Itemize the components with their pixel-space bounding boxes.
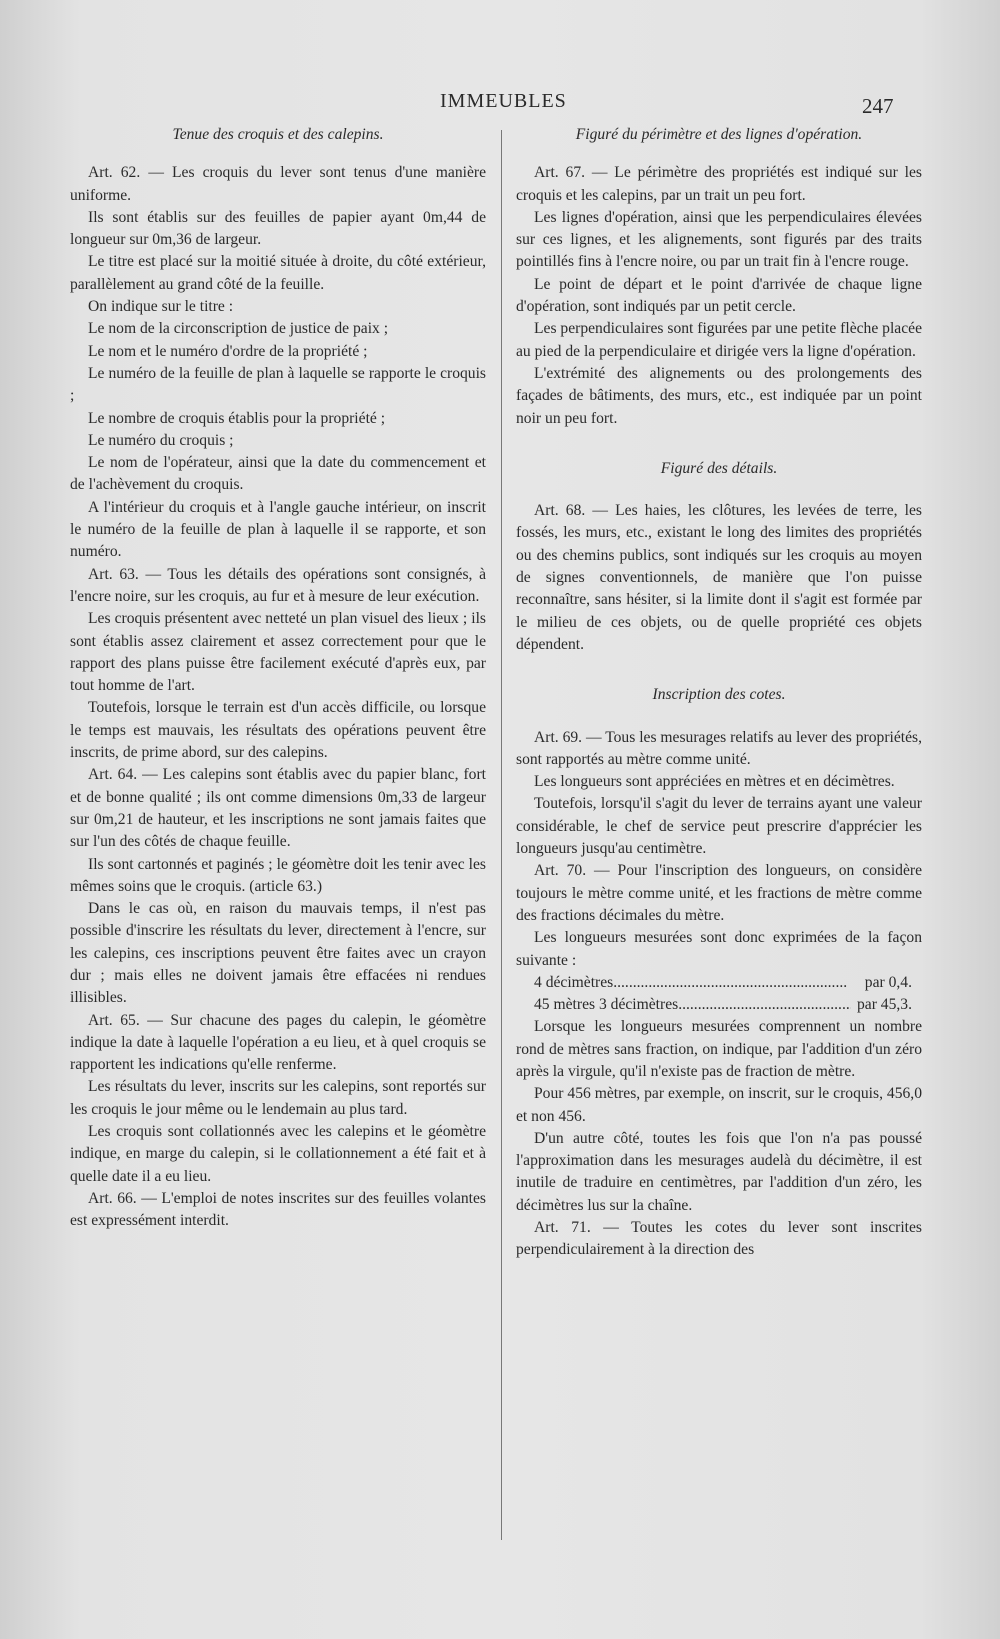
paragraph: Art. 63. — Tous les détails des opérations sont consignés, à l'encre noire, sur les croquis, au fur et à mesure de leur exécution.: [70, 565, 486, 605]
paragraph: Toutefois, lorsqu'il s'agit du lever de terrains ayant une valeur considérable, le chef de service peut prescrire d'apprécier les longueurs jusqu'au centimètre.: [516, 795, 922, 858]
paragraph: Art. 70. — Pour l'inscription des longueurs, on considère toujours le mètre comme unité, et les fractions de mètre comme des fractions décimales du mètre.: [516, 862, 922, 924]
paragraph: Art. 64. — Les calepins sont établis avec du papier blanc, fort et de bonne qualité ; ils ont comme dimensions 0m,33 de largeur sur 0m,21 de hauteur, et les inscriptions ne sont jamais faites que sur l'un des côtés de chaque feuille.: [70, 766, 486, 851]
paragraph: Les résultats du lever, inscrits sur les calepins, sont reportés sur les croquis le jour même ou le lendemain au plus tard.: [70, 1078, 486, 1118]
section-heading: Inscription des cotes.: [652, 686, 786, 704]
paragraph: Le nom de l'opérateur, ainsi que la date du commencement et de l'achèvement du croquis.: [70, 454, 486, 494]
paragraph: Le nom de la circonscription de justice de paix ;: [88, 320, 389, 338]
paragraph: Le nom et le numéro d'ordre de la propriété ;: [88, 342, 368, 360]
page-number: 247: [862, 94, 894, 118]
right-column: [516, 124, 922, 1262]
example-label: 4 décimètres: [534, 973, 614, 991]
column-rule: [501, 130, 502, 1540]
paragraph: Le numéro du croquis ;: [88, 431, 234, 449]
paragraph: Art. 65. — Sur chacune des pages du calepin, le géomètre indique la date à laquelle l'opération a eu lieu, et à quel croquis se rapportent les indications qu'elle renferme.: [70, 1011, 486, 1074]
paragraph: Les lignes d'opération, ainsi que les perpendiculaires élevées sur ces lignes, et les alignements, sont figurés par des traits pointillés fins à l'encre noire, ou par un trait fin à l'encre rouge.: [516, 208, 922, 271]
paragraph: Art. 67. — Le périmètre des propriétés est indiqué sur les croquis et les calepins, par un trait un peu fort.: [516, 164, 922, 204]
paragraph: L'extrémité des alignements ou des prolongements des façades de bâtiments, des murs, etc., est indiquée par un point noir un peu fort.: [516, 364, 922, 427]
paragraph: Art. 66. — L'emploi de notes inscrites sur des feuilles volantes est expressément interdit.: [70, 1189, 486, 1230]
paragraph: Dans le cas où, en raison du mauvais temps, il n'est pas possible d'inscrire les résultats du lever, directement à l'encre, sur les calepins, ces inscriptions peuvent être faites avec un crayon dur ; mais elles ne doivent jamais être effacées ni rendues illisibles.: [70, 900, 486, 1007]
running-head: IMMEUBLES: [440, 90, 567, 112]
section-heading: Tenue des croquis et des calepins.: [172, 126, 384, 143]
example-label: 45 mètres 3 décimètres: [534, 996, 679, 1014]
example-value: par 45,3.: [857, 996, 912, 1014]
example-line: [516, 994, 922, 1016]
section-heading: Figuré du périmètre et des lignes d'opération.: [575, 126, 863, 143]
paragraph: Les croquis présentent avec netteté un plan visuel des lieux ; ils sont établis assez clairement et assez correctement pour que le rapport des plans puisse être facilement exécuté d'après eux, par tout homme de l'art.: [70, 610, 486, 695]
paragraph: Le numéro de la feuille de plan à laquelle se rapporte le croquis ;: [70, 364, 486, 405]
paragraph: Art. 62. — Les croquis du lever sont tenus d'une manière uniforme.: [70, 164, 486, 204]
left-column: [70, 124, 486, 1233]
paragraph: Les perpendiculaires sont figurées par une petite flèche placée au pied de la perpendiculaire et dirigée vers la ligne d'opération.: [516, 320, 922, 360]
paragraph: D'un autre côté, toutes les fois que l'on n'a pas poussé l'approximation dans les mesurages audelà du décimètre, il est inutile de traduire en centimètres, par l'addition d'un zéro, les décimètres lus sur la chaîne.: [516, 1129, 922, 1214]
paragraph: Lorsque les longueurs mesurées comprennent un nombre rond de mètres sans fraction, on indique, par l'addition d'un zéro après la virgule, qu'il n'existe pas de fraction de mètre.: [516, 1018, 922, 1080]
paragraph: A l'intérieur du croquis et à l'angle gauche intérieur, on inscrit le numéro de la feuille de plan à laquelle il se rapporte, et son numéro.: [70, 498, 486, 561]
dot-leader: [613, 972, 859, 994]
example-value: par 0,4.: [864, 973, 912, 991]
paragraph: On indique sur le titre :: [88, 298, 234, 316]
paragraph: Art. 68. — Les haies, les clôtures, les levées de terre, les fossés, les murs, etc., existant le long des limites des propriétés ou des chemins publics, sont indiqués sur les croquis au moyen de signes conventionnels, de manière que l'on puisse reconnaître, sans hésiter, si la limite dont il s'agit est formée par le milieu de ces objets, ou de quelle propriété ces objets dépendent.: [516, 502, 922, 653]
paragraph: Ils sont établis sur des feuilles de papier ayant 0m,44 de longueur sur 0m,36 de largeur.: [70, 208, 486, 249]
paragraph: Art. 69. — Tous les mesurages relatifs au lever des propriétés, sont rapportés au mètre comme unité.: [516, 728, 922, 768]
paragraph: Le point de départ et le point d'arrivée de chaque ligne d'opération, sont indiqués par un petit cercle.: [516, 275, 922, 316]
paragraph: Le nombre de croquis établis pour la propriété ;: [88, 409, 386, 427]
paragraph: Les longueurs sont appréciées en mètres et en décimètres.: [534, 773, 895, 791]
paragraph: Le titre est placé sur la moitié située à droite, du côté extérieur, parallèlement au grand côté de la feuille.: [70, 253, 486, 293]
section-heading: Figuré des détails.: [660, 459, 778, 477]
paragraph: Toutefois, lorsque le terrain est d'un accès difficile, ou lorsque le temps est mauvais, les résultats des opérations peuvent être inscrits, de prime abord, sur des calepins.: [70, 699, 486, 762]
paragraph: Les croquis sont collationnés avec les calepins et le géomètre indique, en marge du calepin, si le collationnement a été fait et à quelle date il a eu lieu.: [70, 1123, 486, 1185]
example-line: [516, 972, 922, 994]
dot-leader: [678, 994, 851, 1016]
paragraph: Les longueurs mesurées sont donc exprimées de la façon suivante :: [516, 929, 922, 969]
paragraph: Art. 71. — Toutes les cotes du lever sont inscrites perpendiculairement à la direction des: [516, 1219, 922, 1259]
paragraph: Pour 456 mètres, par exemple, on inscrit, sur le croquis, 456,0 et non 456.: [516, 1085, 922, 1125]
paragraph: Ils sont cartonnés et paginés ; le géomètre doit les tenir avec les mêmes soins que le croquis. (article 63.): [70, 855, 486, 895]
